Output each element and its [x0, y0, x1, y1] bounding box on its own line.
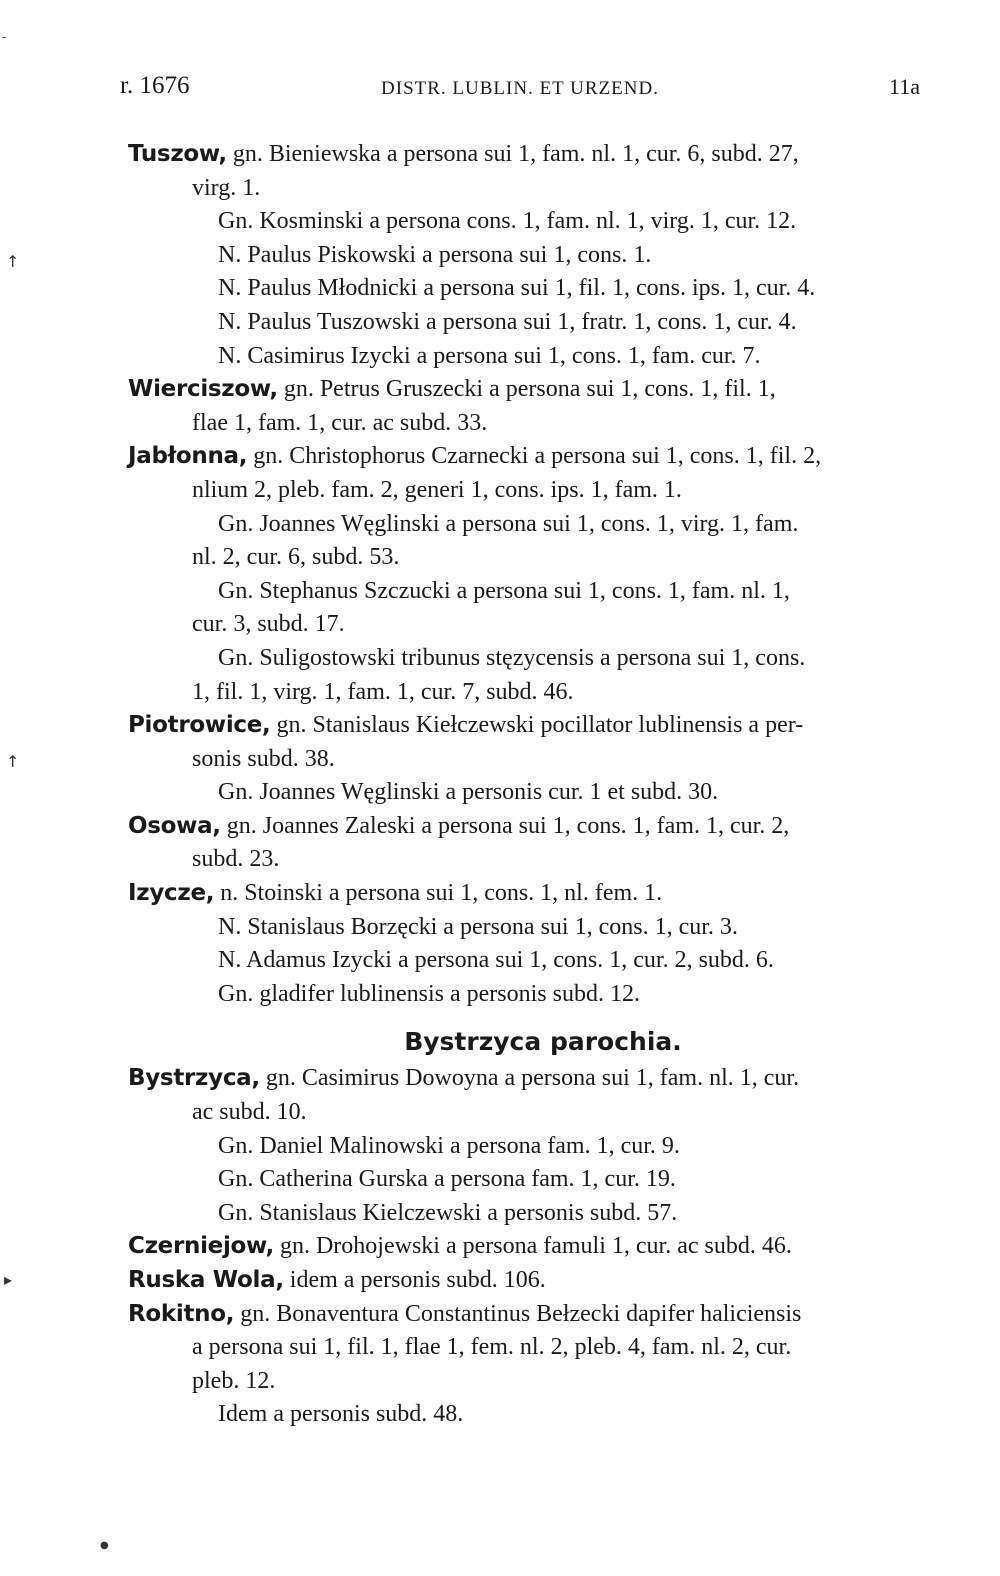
place-name: Piotrowice,: [128, 712, 271, 739]
entry-text: sonis subd. 38.: [192, 745, 335, 772]
place-name: Rokitno,: [128, 1300, 235, 1327]
entry-continuation-line: [128, 743, 918, 777]
entry-text: gn. Bonaventura Constantinus Bełzecki dapifer haliciensis: [240, 1300, 802, 1327]
margin-mark: ↑: [6, 752, 20, 771]
register-entry: [128, 138, 918, 205]
entry-first-line: [128, 1062, 918, 1096]
entry-text: gn. Stanislaus Kiełczewski pocillator lublinensis a per-: [276, 712, 804, 739]
register-entry: [128, 709, 918, 776]
sub-entry-line: N. Paulus Młodnicki a persona sui 1, fil. 1, cons. ips. 1, cur. 4.: [218, 275, 816, 302]
register-entry: [128, 642, 918, 709]
sub-entry-line: N. Adamus Izycki a persona sui 1, cons. 1, cur. 2, subd. 6.: [218, 947, 774, 974]
sub-entry-line: N. Paulus Piskowski a persona sui 1, cons. 1.: [218, 241, 652, 268]
register-entry: [128, 877, 918, 911]
register-entry: [128, 1230, 918, 1264]
entry-text: a persona sui 1, fil. 1, flae 1, fem. nl. 2, pleb. 4, fam. nl. 2, cur.: [192, 1334, 792, 1361]
entry-text: nlium 2, pleb. fam. 2, generi 1, cons. ips. 1, fam. 1.: [192, 476, 682, 503]
sub-entry-line: Gn. Joannes Węglinski a persona sui 1, cons. 1, virg. 1, fam.: [218, 510, 799, 537]
entry-text: gn. Casimirus Dowoyna a persona sui 1, fam. nl. 1, cur.: [265, 1065, 800, 1092]
register-entry: [128, 440, 918, 507]
sub-entry-line: Idem a personis subd. 48.: [218, 1401, 464, 1428]
register-entry: [128, 373, 918, 440]
entry-text: idem a personis subd. 106.: [289, 1267, 546, 1293]
margin-dot: ●: [100, 1540, 109, 1551]
register-entry: [128, 911, 918, 1012]
entry-first-line: [128, 1264, 918, 1298]
entry-first-line: [128, 1230, 918, 1264]
place-name: Bystrzyca,: [128, 1065, 260, 1092]
sub-entry-line: N. Casimirus Izycki a persona sui 1, cons. 1, fam. cur. 7.: [218, 342, 761, 369]
entry-first-line: [128, 138, 918, 172]
section-title: Bystrzyca parochia.: [404, 1027, 682, 1057]
entry-text: gn. Drohojewski a persona famuli 1, cur. ac subd. 46.: [279, 1233, 792, 1260]
sub-entry-line: Gn. Catherina Gurska a persona fam. 1, cur. 19.: [218, 1166, 676, 1193]
register-body: [128, 138, 918, 1432]
sub-entry-line: Gn. Stanislaus Kielczewski a personis subd. 57.: [218, 1199, 678, 1226]
place-name: Czerniejow,: [128, 1233, 274, 1260]
register-entry: [128, 810, 918, 877]
entry-first-line: [128, 877, 918, 911]
register-entry: [128, 1264, 918, 1298]
entry-first-line: [128, 1298, 918, 1332]
sub-entry-line: Gn. Daniel Malinowski a persona fam. 1, cur. 9.: [218, 1132, 680, 1159]
margin-mark: -: [2, 30, 7, 44]
running-title: DISTR. LUBLIN. ET URZEND.: [381, 78, 659, 99]
register-entry: [128, 1398, 918, 1432]
register-entry: [128, 508, 918, 575]
register-entry: [128, 1130, 918, 1231]
sub-entry-line: N. Paulus Tuszowski a persona sui 1, fratr. 1, cons. 1, cur. 4.: [218, 308, 797, 335]
entry-text: flae 1, fam. 1, cur. ac subd. 33.: [192, 409, 488, 436]
entry-text: subd. 23.: [192, 846, 280, 873]
entry-text: gn. Christophorus Czarnecki a persona sui 1, cons. 1, fil. 2,: [253, 443, 822, 470]
page-year: r. 1676: [120, 72, 190, 99]
margin-mark: ↑: [6, 252, 20, 271]
register-entry: [128, 575, 918, 642]
sub-entry-line: Gn. Stephanus Szczucki a persona sui 1, cons. 1, fam. nl. 1,: [218, 577, 790, 604]
entry-text: gn. Joannes Zaleski a persona sui 1, cons. 1, fam. 1, cur. 2,: [226, 812, 790, 839]
entry-text: pleb. 12.: [192, 1367, 276, 1394]
sub-entry-line: Gn. Kosminski a persona cons. 1, fam. nl. 1, virg. 1, cur. 12.: [218, 208, 797, 235]
entry-text: gn. Petrus Gruszecki a persona sui 1, cons. 1, fil. 1,: [283, 376, 776, 403]
entry-continuation-line: [128, 407, 918, 441]
entry-continuation-line: cur. 3, subd. 17.: [192, 611, 345, 638]
entry-first-line: [128, 440, 918, 474]
margin-mark: ▸: [4, 1270, 13, 1289]
sub-entry-line: Gn. Joannes Węglinski a personis cur. 1 et subd. 30.: [218, 779, 719, 806]
page-number: 11a: [889, 74, 920, 99]
entry-continuation-line: [128, 1365, 918, 1399]
bystrzyca-entries: [128, 1062, 918, 1432]
entry-continuation-line: nl. 2, cur. 6, subd. 53.: [192, 544, 400, 571]
register-entry: [128, 205, 918, 373]
entry-text: gn. Bieniewska a persona sui 1, fam. nl. 1, cur. 6, subd. 27,: [232, 141, 799, 167]
entry-first-line: [128, 709, 918, 743]
entry-continuation-line: [128, 474, 918, 508]
entry-continuation-line: [128, 1331, 918, 1365]
place-name: Wierciszow,: [128, 376, 278, 403]
entry-first-line: [128, 373, 918, 407]
entry-continuation-line: 1, fil. 1, virg. 1, fam. 1, cur. 7, subd. 46.: [192, 678, 574, 705]
parish-entries: [128, 138, 918, 1011]
entry-continuation-line: [128, 843, 918, 877]
entry-first-line: [128, 810, 918, 844]
register-entry: [128, 1062, 918, 1129]
sub-entry-line: Gn. gladifer lublinensis a personis subd. 12.: [218, 980, 640, 1007]
entry-continuation-line: [128, 1096, 918, 1130]
place-name: Jabłonna,: [128, 443, 248, 470]
sub-entry-line: N. Stanislaus Borzęcki a persona sui 1, cons. 1, cur. 3.: [218, 913, 738, 940]
place-name: Osowa,: [128, 812, 221, 839]
place-name: Tuszow,: [128, 141, 227, 167]
place-name: Ruska Wola,: [128, 1267, 284, 1293]
entry-text: n. Stoinski a persona sui 1, cons. 1, nl. fem. 1.: [220, 880, 663, 907]
entry-text: virg. 1.: [192, 174, 261, 201]
page-header: [120, 68, 920, 108]
place-name: Izycze,: [128, 880, 215, 907]
register-entry: [128, 776, 918, 810]
sub-entry-line: Gn. Suligostowski tribunus stęzycensis a persona sui 1, cons.: [218, 644, 806, 671]
register-entry: [128, 1298, 918, 1399]
entry-text: ac subd. 10.: [192, 1099, 307, 1126]
entry-continuation-line: [128, 172, 918, 206]
